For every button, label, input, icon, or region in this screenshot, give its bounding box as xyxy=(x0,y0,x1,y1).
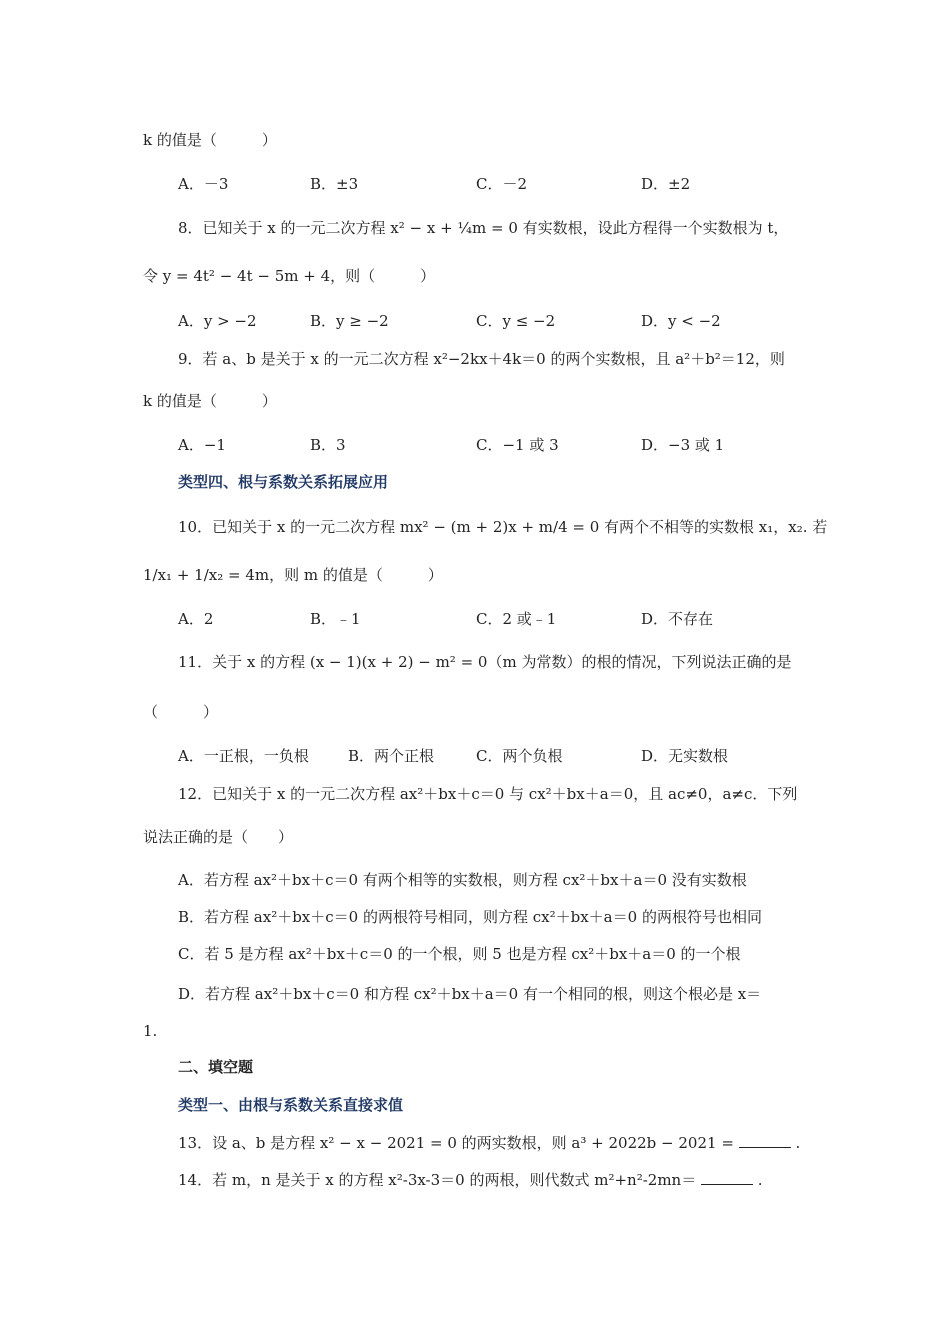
q8-line2: 令 y = 4t² − 4t − 5m + 4，则（ ） xyxy=(143,267,436,285)
q11-option-a: A．一正根，一负根 xyxy=(178,747,309,765)
q10-option-c: C．2 或﹣1 xyxy=(476,610,557,628)
q10-option-b: B．﹣1 xyxy=(310,610,361,628)
q7-tail: k 的值是（ ） xyxy=(143,131,277,149)
q12-option-a: A．若方程 ax²＋bx＋c＝0 有两个相等的实数根，则方程 cx²＋bx＋a＝0 没有实数根 xyxy=(178,871,747,889)
section4-title: 类型四、根与系数关系拓展应用 xyxy=(178,473,389,491)
q9-line2: k 的值是（ ） xyxy=(143,392,277,410)
q7-option-b: B．±3 xyxy=(310,175,359,193)
q9-line1: 9．若 a、b 是关于 x 的一元二次方程 x²−2kx＋4k＝0 的两个实数根，且 a²＋b²＝12，则 xyxy=(178,350,785,368)
q12-option-c: C．若 5 是方程 ax²＋bx＋c＝0 的一个根，则 5 也是方程 cx²＋bx＋a＝0 的一个根 xyxy=(178,945,741,963)
q10-line1: 10．已知关于 x 的一元二次方程 mx² − (m + 2)x + m/4 = 0 有两个不相等的实数根 x₁，x₂. 若 xyxy=(178,518,828,536)
q8-line1: 8．已知关于 x 的一元二次方程 x² − x + ¼m = 0 有实数根，设此方程得一个实数根为 t， xyxy=(178,219,789,237)
q7-option-c: C．－2 xyxy=(476,175,528,193)
q10-option-d: D．不存在 xyxy=(641,610,714,628)
q14-answer-blank[interactable] xyxy=(701,1170,753,1185)
q8-option-a: A．y > −2 xyxy=(178,312,257,330)
q9-option-d: D．−3 或 1 xyxy=(641,436,725,454)
q11-option-d: D．无实数根 xyxy=(641,747,729,765)
q13-answer-blank[interactable] xyxy=(739,1133,791,1148)
q12-option-b: B．若方程 ax²＋bx＋c＝0 的两根符号相同，则方程 cx²＋bx＋a＝0 的两根符号也相同 xyxy=(178,908,762,926)
q7-option-a: A．－3 xyxy=(178,175,229,193)
q13-line xyxy=(178,1133,800,1153)
q9-option-a: A．−1 xyxy=(178,436,226,454)
q11-option-b: B．两个正根 xyxy=(348,747,435,765)
q13-end: . xyxy=(795,1134,801,1152)
q9-option-b: B．3 xyxy=(310,436,346,454)
q14-text: 14．若 m，n 是关于 x 的方程 x²-3x-3＝0 的两根，则代数式 m²+n²-2mn＝ xyxy=(178,1171,697,1189)
q14-end: . xyxy=(757,1171,763,1189)
q8-option-b: B．y ≥ −2 xyxy=(310,312,389,330)
q13-text: 13．设 a、b 是方程 x² − x − 2021 = 0 的两实数根，则 a³ + 2022b − 2021 = xyxy=(178,1134,734,1152)
q12-option-d-line2: 1. xyxy=(143,1022,158,1040)
q7-option-d: D．±2 xyxy=(641,175,691,193)
q8-option-c: C．y ≤ −2 xyxy=(476,312,556,330)
q10-line2: 1/x₁ + 1/x₂ = 4m，则 m 的值是（ ） xyxy=(143,566,443,584)
q12-option-d-line1: D．若方程 ax²＋bx＋c＝0 和方程 cx²＋bx＋a＝0 有一个相同的根，则这个根必是 x＝ xyxy=(178,985,762,1003)
part2-title: 二、填空题 xyxy=(178,1058,254,1076)
q11-line1: 11．关于 x 的方程 (x − 1)(x + 2) − m² = 0（m 为常数）的根的情况，下列说法正确的是 xyxy=(178,653,792,671)
q9-option-c: C．−1 或 3 xyxy=(476,436,559,454)
section1-title: 类型一、由根与系数关系直接求值 xyxy=(178,1096,404,1114)
q10-option-a: A．2 xyxy=(178,610,214,628)
q11-line2: （ ） xyxy=(143,703,219,721)
q11-option-c: C．两个负根 xyxy=(476,747,563,765)
q12-line1: 12．已知关于 x 的一元二次方程 ax²＋bx＋c＝0 与 cx²＋bx＋a＝0，且 ac≠0，a≠c．下列 xyxy=(178,785,798,803)
q8-option-d: D．y < −2 xyxy=(641,312,721,330)
q14-line xyxy=(178,1170,763,1190)
q12-line2: 说法正确的是（ ） xyxy=(143,828,294,846)
